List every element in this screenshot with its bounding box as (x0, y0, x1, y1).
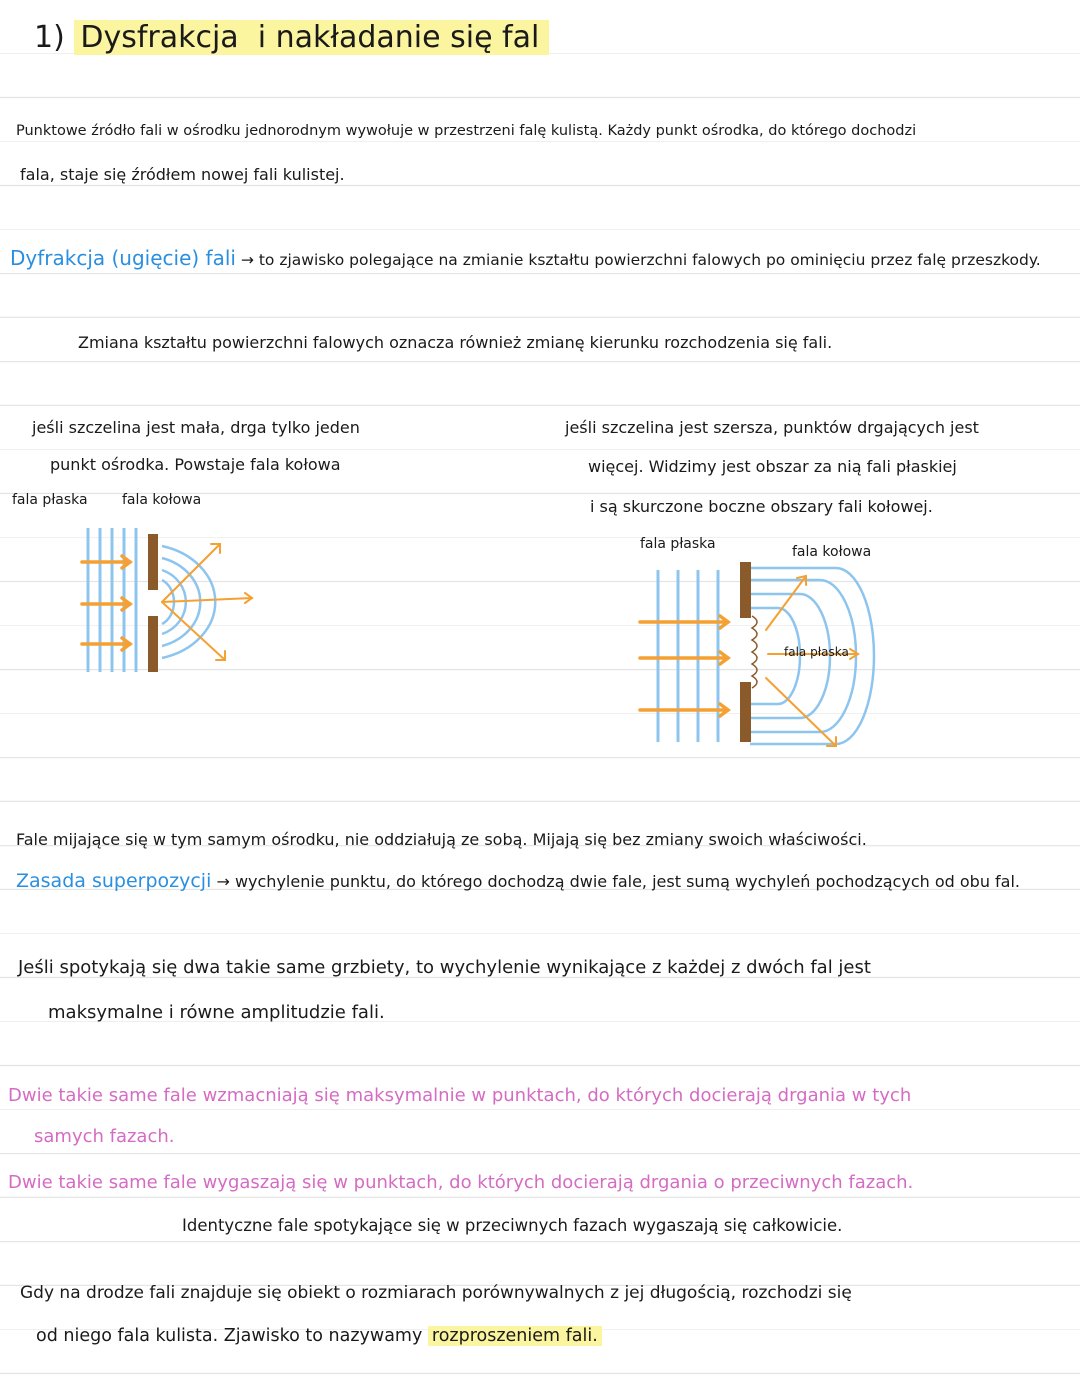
scattering-line-2 (36, 1326, 602, 1347)
interference-line-3: Dwie takie same fale wygaszają się w punktach, do których docierają drgania o przeciwnych fazach. (8, 1172, 914, 1193)
superposition-line-2 (16, 870, 1020, 893)
right-label-circular: fala kołowa (792, 544, 872, 560)
interference-line-1: Dwie takie same fale wzmacniają się maksymalnie w punktach, do których docierają drgania w tych (8, 1085, 912, 1106)
left-case-line-1: jeśli szczelina jest mała, drga tylko jeden (32, 418, 360, 437)
scattering-term: rozproszeniem fali. (428, 1326, 602, 1346)
scattering-line-1: Gdy na drodze fali znajduje się obiekt o rozmiarach porównywalnych z jej długością, rozchodzi się (20, 1283, 852, 1303)
right-case-line-2: więcej. Widzimy jest obszar za nią fali płaskiej (588, 457, 957, 476)
shape-note: Zmiana kształtu powierzchni falowych oznacza również zmianę kierunku rozchodzenia się fali. (78, 333, 833, 352)
title-word: Dysfrakcja (80, 20, 239, 55)
plane-wavefronts (88, 528, 136, 672)
right-label-inner: fala płaska (784, 645, 849, 659)
barrier-top (148, 534, 158, 590)
superposition-line-1: Fale mijające się w tym samym ośrodku, nie oddziałują ze sobą. Mijają się bez zmiany swoich właściwości. (16, 830, 867, 849)
superposition-term: Zasada superpozycji (16, 870, 212, 892)
definition-line (10, 246, 1041, 270)
left-case-line-2: punkt ośrodka. Powstaje fala kołowa (50, 455, 341, 474)
interference-line-2: samych fazach. (34, 1126, 175, 1147)
definition-arrow: → (240, 251, 254, 269)
right-case-line-3: i są skurczone boczne obszary fali kołowej. (590, 497, 933, 516)
title-number: 1) (34, 20, 65, 55)
superposition-text: wychylenie punktu, do którego dochodzą dwie fale, jest sumą wychyleń pochodzących od obu fal. (234, 872, 1021, 891)
narrow-slit-diagram (70, 522, 280, 682)
intro-line-1: Punktowe źródło fali w ośrodku jednorodnym wywołuje w przestrzeni falę kulistą. Każdy punkt ośrodka, do którego dochodzi (16, 123, 917, 139)
definition-text: to zjawisko polegające na zmianie kształtu powierzchni falowych po ominięciu przez falę przeszkody. (258, 251, 1041, 269)
crests-line-1: Jeśli spotykają się dwa takie same grzbiety, to wychylenie wynikające z każdej z dwóch fal jest (18, 957, 871, 978)
title-highlight (74, 20, 549, 55)
page-title (34, 20, 549, 56)
plane-wavefronts (658, 570, 718, 742)
barrier-top (740, 562, 751, 618)
right-case-line-1: jeśli szczelina jest szersza, punktów drgających jest (565, 418, 979, 437)
right-label-plane: fala płaska (640, 536, 716, 552)
definition-term: Dyfrakcja (ugięcie) fali (10, 246, 236, 270)
intro-line-2: fala, staje się źródłem nowej fali kulistej. (20, 165, 345, 184)
diffracted-arrows (162, 544, 252, 660)
barrier-bottom (740, 682, 751, 742)
incoming-arrows (640, 616, 728, 716)
crests-line-2: maksymalne i równe amplitudzie fali. (48, 1002, 385, 1023)
left-label-plane: fala płaska (12, 492, 88, 508)
wavelets (752, 616, 757, 688)
left-label-circular: fala kołowa (122, 492, 202, 508)
interference-line-4: Identyczne fale spotykające się w przeciwnych fazach wygaszają się całkowicie. (182, 1216, 843, 1235)
scattering-text: od niego fala kulista. Zjawisko to nazywamy (36, 1326, 423, 1346)
superposition-arrow: → (216, 872, 230, 891)
barrier-bottom (148, 616, 158, 672)
title-rest: i nakładanie się fal (257, 20, 540, 55)
